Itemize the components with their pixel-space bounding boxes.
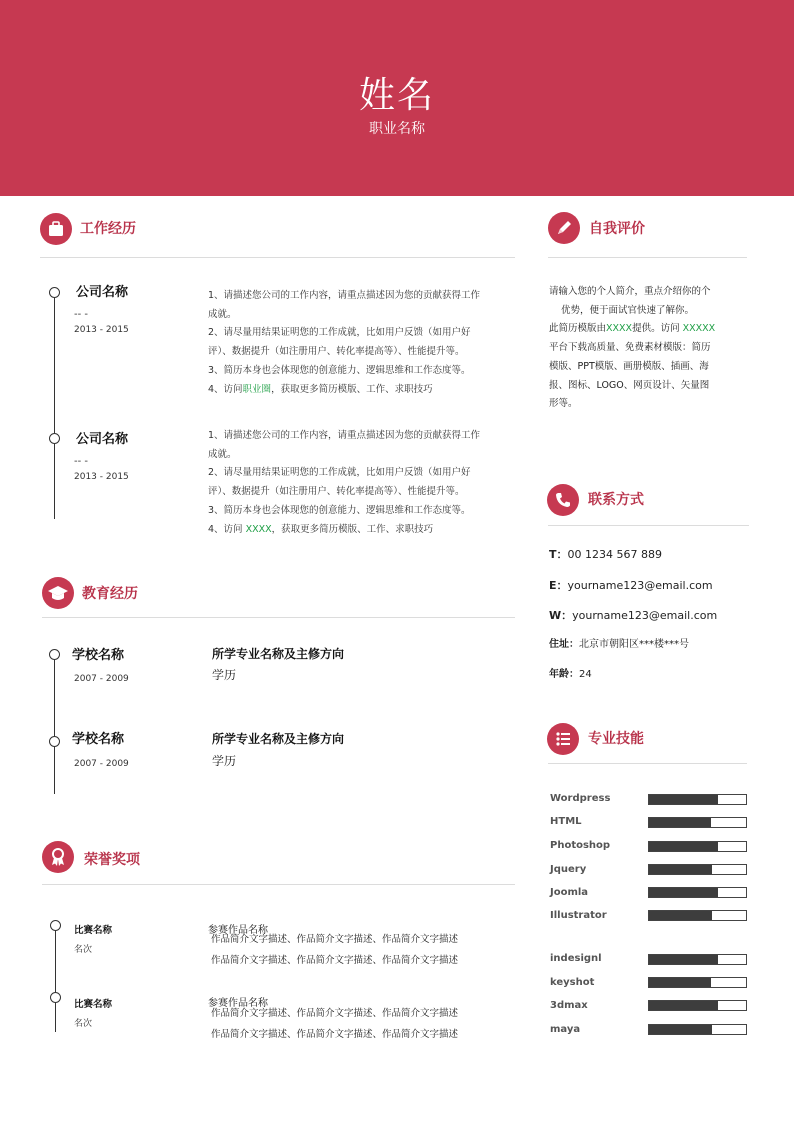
work-line: 2、请尽量用结果证明您的工作成就，比如用户反馈（如用户好 (208, 327, 471, 339)
timeline-dot (49, 287, 60, 298)
award-desc-line: 作品简介文字描述、作品简介文字描述、作品简介文字描述 (211, 955, 459, 966)
award-rank: 名次 (74, 1019, 93, 1029)
work-dates: 2013 - 2015 (74, 472, 129, 482)
skill-bar-fill (649, 1025, 712, 1034)
timeline-dot (49, 649, 60, 660)
work-description (208, 287, 518, 399)
visit-link[interactable]: XXXX (245, 523, 272, 535)
skill-name: keyshot (550, 977, 595, 988)
work-line: 成就。 (208, 448, 237, 460)
award-rank: 名次 (74, 945, 93, 955)
work-dates: 2013 - 2015 (74, 325, 129, 335)
work-visit-line (208, 381, 518, 400)
education-divider (42, 617, 515, 618)
awards-divider (42, 884, 515, 885)
age-label: 年龄： (549, 669, 579, 680)
web-value[interactable]: yourname123@email.com (572, 609, 718, 622)
work-divider (40, 257, 515, 258)
work-line: 1、请描述您公司的工作内容，请重点描述因为您的贡献获得工作 (208, 430, 481, 441)
work-visit-line (208, 521, 518, 540)
self-eval-line: 平台下载高质量、免费素材模版：简历 (549, 342, 711, 354)
work-line: 1、请描述您公司的工作内容，请重点描述因为您的贡献获得工作 (208, 290, 481, 301)
self-eval-text-part: 提供。访问 (632, 323, 680, 335)
email-label: E： (549, 579, 568, 592)
timeline-dot (49, 736, 60, 747)
education-timeline (54, 654, 55, 794)
company-dash: -- - (74, 309, 89, 320)
self-eval-line (549, 320, 749, 339)
award-description (211, 1003, 511, 1045)
contact-address (549, 638, 689, 652)
pencil-icon (548, 212, 580, 244)
degree: 学历 (212, 754, 237, 768)
skill-bar (648, 887, 747, 898)
header-banner (0, 0, 794, 196)
skill-bar-fill (649, 888, 718, 897)
skill-bar-fill (649, 978, 711, 987)
award-desc-line: 作品简介文字描述、作品简介文字描述、作品简介文字描述 (211, 934, 459, 945)
self-eval-section-title: 自我评价 (589, 221, 645, 237)
timeline-dot (50, 920, 61, 931)
visit-suffix: ，获取更多简历模版、工作、求职技巧 (271, 523, 434, 535)
skill-bar (648, 794, 747, 805)
skill-name: HTML (550, 816, 582, 827)
timeline-dot (49, 433, 60, 444)
contact-phone (549, 548, 662, 562)
major-name: 所学专业名称及主修方向 (212, 732, 345, 746)
self-eval-line: 形等。 (549, 398, 578, 410)
education-dates: 2007 - 2009 (74, 674, 129, 684)
awards-timeline (55, 926, 56, 1032)
work-timeline (54, 293, 55, 519)
skill-name: Photoshop (550, 840, 611, 851)
company-name: 公司名称 (76, 285, 129, 300)
company-dash: -- - (74, 456, 89, 467)
skill-bar (648, 977, 747, 988)
skill-bar-fill (649, 842, 718, 851)
work-section-title: 工作经历 (80, 221, 136, 237)
skill-bar-fill (649, 795, 718, 804)
skill-bar-fill (649, 818, 711, 827)
visit-suffix: ，获取更多简历模版、工作、求职技巧 (271, 383, 433, 395)
skill-bar (648, 910, 747, 921)
job-title: 职业名称 (369, 121, 425, 137)
award-medal-icon (42, 841, 74, 873)
skills-divider (548, 763, 747, 764)
skill-bar (648, 1024, 747, 1035)
school-name: 学校名称 (72, 732, 125, 747)
skill-name: Illustrator (550, 910, 607, 921)
skill-bar (648, 864, 747, 875)
contact-age (549, 668, 592, 682)
skill-bar-fill (649, 955, 718, 964)
school-name: 学校名称 (72, 648, 125, 663)
work-line: 3、简历本身也会体现您的创意能力、逻辑思维和工作态度等。 (208, 364, 471, 376)
work-line: 评）、数据提升（如注册用户、转化率提高等）、性能提升等。 (208, 486, 465, 498)
self-eval-link[interactable]: XXXX (606, 323, 633, 335)
skill-name: Joomla (550, 887, 589, 898)
work-line: 评）、数据提升（如注册用户、转化率提高等）、性能提升等。 (208, 346, 465, 358)
self-eval-line: 优势，便于面试官快速了解你。 (561, 304, 695, 316)
timeline-dot (50, 992, 61, 1003)
work-line: 成就。 (208, 308, 237, 320)
briefcase-icon (40, 213, 72, 245)
major-name: 所学专业名称及主修方向 (212, 647, 345, 661)
list-icon (547, 723, 579, 755)
work-line: 3、简历本身也会体现您的创意能力、逻辑思维和工作态度等。 (208, 504, 471, 516)
award-work-title: 参赛作品名称 (208, 925, 268, 936)
skill-name: maya (550, 1024, 581, 1035)
web-label: W： (549, 609, 573, 622)
phone-label: T： (549, 548, 568, 561)
work-line: 2、请尽量用结果证明您的工作成就，比如用户反馈（如用户好 (208, 467, 471, 479)
awards-section-title: 荣誉奖项 (84, 852, 140, 868)
visit-prefix: 4、访问 (208, 383, 243, 395)
award-desc-line: 作品简介文字描述、作品简介文字描述、作品简介文字描述 (211, 1008, 459, 1019)
competition-name: 比赛名称 (74, 925, 113, 936)
contact-email (549, 579, 713, 593)
email-value[interactable]: yourname123@email.com (567, 579, 713, 592)
self-eval-line: 报、图标、LOGO、网页设计、矢量图 (549, 379, 710, 391)
skill-bar (648, 1000, 747, 1011)
skill-name: 3dmax (550, 1000, 588, 1011)
skill-name: Wordpress (550, 793, 611, 804)
self-eval-link[interactable]: XXXXX (682, 323, 716, 335)
work-description (208, 427, 518, 539)
visit-link[interactable]: 职业圈 (242, 383, 272, 395)
competition-name: 比赛名称 (74, 999, 113, 1010)
skills-section-title: 专业技能 (588, 731, 644, 747)
award-work-title: 参赛作品名称 (208, 998, 268, 1009)
visit-prefix: 4、访问 (208, 523, 246, 535)
contact-divider (548, 525, 749, 526)
company-name: 公司名称 (76, 432, 129, 447)
phone-icon (547, 484, 579, 516)
phone-value[interactable]: 00 1234 567 889 (567, 548, 662, 561)
skill-bar-fill (649, 1001, 718, 1010)
contact-section-title: 联系方式 (588, 492, 644, 508)
degree: 学历 (212, 668, 237, 682)
self-eval-line: 请输入您的个人简介，重点介绍你的个 (549, 286, 711, 297)
skill-bar (648, 954, 747, 965)
graduation-cap-icon (42, 577, 74, 609)
contact-web (549, 609, 717, 623)
self-eval-text (549, 283, 749, 414)
age-value: 24 (579, 669, 592, 680)
self-eval-divider (548, 257, 747, 258)
skill-bar-fill (649, 911, 712, 920)
skill-bar (648, 817, 747, 828)
award-description (211, 929, 511, 971)
skill-name: Jquery (550, 864, 587, 875)
person-name: 姓名 (358, 75, 435, 116)
education-dates: 2007 - 2009 (74, 759, 129, 769)
address-value: 北京市朝阳区***楼***号 (579, 639, 689, 650)
self-eval-line: 模版、PPT模版、画册模版、插画、海 (549, 360, 709, 372)
address-label: 住址： (549, 639, 579, 650)
skill-bar-fill (649, 865, 712, 874)
award-desc-line: 作品简介文字描述、作品简介文字描述、作品简介文字描述 (211, 1029, 459, 1040)
skill-name: indesignl (550, 953, 602, 964)
skill-bar (648, 841, 747, 852)
education-section-title: 教育经历 (82, 586, 138, 602)
self-eval-text-part: 此简历模版由 (549, 323, 607, 335)
